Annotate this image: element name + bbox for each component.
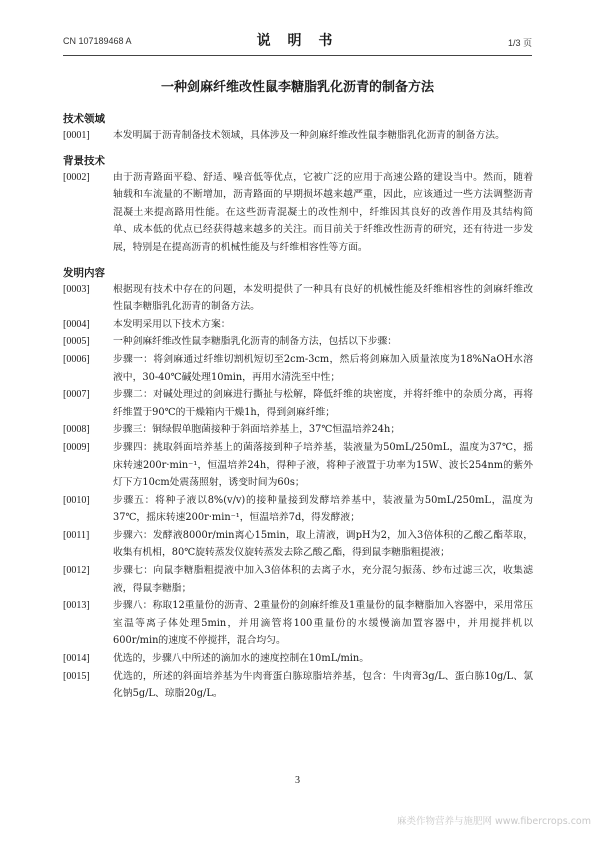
paragraph-text: 一种剑麻纤维改性鼠李糖脂乳化沥青的制备方法，包括以下步骤： <box>113 336 398 348</box>
paragraph-text: 由于沥青路面平稳、舒适、噪音低等优点，它被广泛的应用于高速公路的建设当中。然而，随着轴载和车流量的不断增加，沥青路面的早期损坏越来越严重，因此，应该通过一些方法调整沥青混凝土来提高路用性能。在这些沥青混凝土的改性剂中，纤维因其良好的改善作用及其结构简单、成本低的优点已经获得越来越多的关注。而目前关于纤维改性沥青的研究，还有待进一步发展，特别是在提高沥青的机械性能及与纤维相容性等方面。 <box>113 171 533 253</box>
paragraph-text: 本发明属于沥青制备技术领域，具体涉及一种剑麻纤维改性鼠李糖脂乳化沥青的制备方法。 <box>113 130 505 141</box>
paragraph-text: 优选的，所述的斜面培养基为牛肉膏蛋白胨琼脂培养基，包含：牛肉膏3g/L、蛋白胨10g/L、氯化钠5g/L、琼脂20g/L。 <box>113 670 533 700</box>
paragraph-number: [0007] <box>63 389 90 401</box>
section-technical-field <box>63 111 533 145</box>
paragraph-number: [0001] <box>63 130 90 141</box>
paragraph <box>63 439 533 492</box>
paragraph <box>63 333 533 351</box>
paragraph-number: [0005] <box>63 336 90 348</box>
page-number: 3 <box>295 775 300 786</box>
patent-number: CN 107189468 A <box>63 36 132 46</box>
paragraph-number: [0004] <box>63 318 90 330</box>
paragraph-number: [0014] <box>63 653 90 665</box>
paragraph-text: 步骤二：对碱处理过的剑麻进行撕扯与松解，降低纤维的块密度，并将纤维中的杂质分离，再将纤维置于90℃的干燥箱内干燥1h，得到剑麻纤维； <box>113 389 533 418</box>
paragraph <box>63 527 533 562</box>
paragraph-number: [0008] <box>63 424 90 436</box>
document-body <box>63 111 533 711</box>
paragraph-number: [0010] <box>63 494 90 506</box>
paragraph-text: 步骤一：将剑麻通过纤维切割机短切至2cm-3cm，然后将剑麻加入质量浓度为18%NaOH水溶液中，30-40℃碱处理10min，再用水清洗至中性； <box>113 353 533 383</box>
paragraph <box>63 492 533 527</box>
paragraph-number: [0013] <box>63 600 90 612</box>
paragraph <box>63 421 533 439</box>
paragraph-number: [0012] <box>63 565 90 577</box>
paragraph-text: 步骤六：发酵液8000r/min离心15min，取上清液，调pH为2，加入3倍体积的乙酸乙酯萃取，收集有机相，80℃旋转蒸发仪旋转蒸发去除乙酸乙酯，得到鼠李糖脂粗提液； <box>113 529 533 559</box>
paragraph <box>63 650 533 668</box>
section-heading: 发明内容 <box>63 266 105 279</box>
header-divider <box>63 55 532 56</box>
paragraph-number: [0011] <box>63 529 90 541</box>
section-summary <box>63 265 533 703</box>
section-background <box>63 153 533 257</box>
paragraph <box>63 316 533 334</box>
paragraph-text: 步骤七：向鼠李糖脂粗提液中加入3倍体积的去离子水，充分混匀振荡、纱布过滤三次，收集滤液，得鼠李糖脂； <box>113 565 533 594</box>
paragraph-text: 步骤八：称取12重量份的沥青、2重量份的剑麻纤维及1重量份的鼠李糖脂加入容器中，采用常压室温等离子体处理5min，并用滴管将100重量份的水缓慢滴加置容器中，并用搅拌机以600r/min的速度不停搅拌，混合均匀。 <box>113 600 533 647</box>
paragraph <box>63 562 533 597</box>
paragraph-text: 步骤三：铜绿假单胞菌接种于斜面培养基上，37℃恒温培养24h； <box>113 424 401 436</box>
paragraph <box>63 127 533 145</box>
section-heading: 背景技术 <box>63 154 105 167</box>
paragraph-text: 步骤四：挑取斜面培养基上的菌落接到种子培养基，装液量为50mL/250mL，温度为37℃，摇床转速200r·min⁻¹，恒温培养24h，得种子液，将种子液置于功率为15W、波长254nm的紫外灯下方10cm处震荡照射，诱变时间为60s； <box>113 441 533 489</box>
paragraph <box>63 281 533 316</box>
page-header <box>63 30 532 52</box>
paragraph-number: [0002] <box>63 171 90 183</box>
paragraph <box>63 668 533 703</box>
paragraph-text: 根据现有技术中存在的问题，本发明提供了一种具有良好的机械性能及纤维相容性的剑麻纤维改性鼠李糖脂乳化沥青的制备方法。 <box>113 283 533 313</box>
page-counter: 1/3 页 <box>507 38 532 48</box>
paragraph-number: [0009] <box>63 441 90 453</box>
paragraph-text: 步骤五：将种子液以8%(v/v)的接种量接到发酵培养基中，装液量为50mL/250mL，温度为37℃，摇床转速200r·min⁻¹，恒温培养7d，得发酵液； <box>113 494 533 524</box>
watermark: 麻类作物营养与施肥网 www.fibercrops.com <box>396 816 591 827</box>
paragraph-text: 优选的，步骤八中所述的滴加水的速度控制在10mL/min。 <box>113 653 370 665</box>
document-type: 说 明 书 <box>256 33 339 49</box>
paragraph <box>63 169 533 257</box>
paragraph <box>63 386 533 421</box>
section-heading: 技术领域 <box>63 113 105 125</box>
paragraph <box>63 597 533 650</box>
paragraph-number: [0003] <box>63 283 90 295</box>
document-title: 一种剑麻纤维改性鼠李糖脂乳化沥青的制备方法 <box>160 80 434 95</box>
paragraph <box>63 351 533 386</box>
paragraph-number: [0006] <box>63 353 90 365</box>
paragraph-text: 本发明采用以下技术方案： <box>113 318 231 330</box>
paragraph-number: [0015] <box>63 670 90 682</box>
